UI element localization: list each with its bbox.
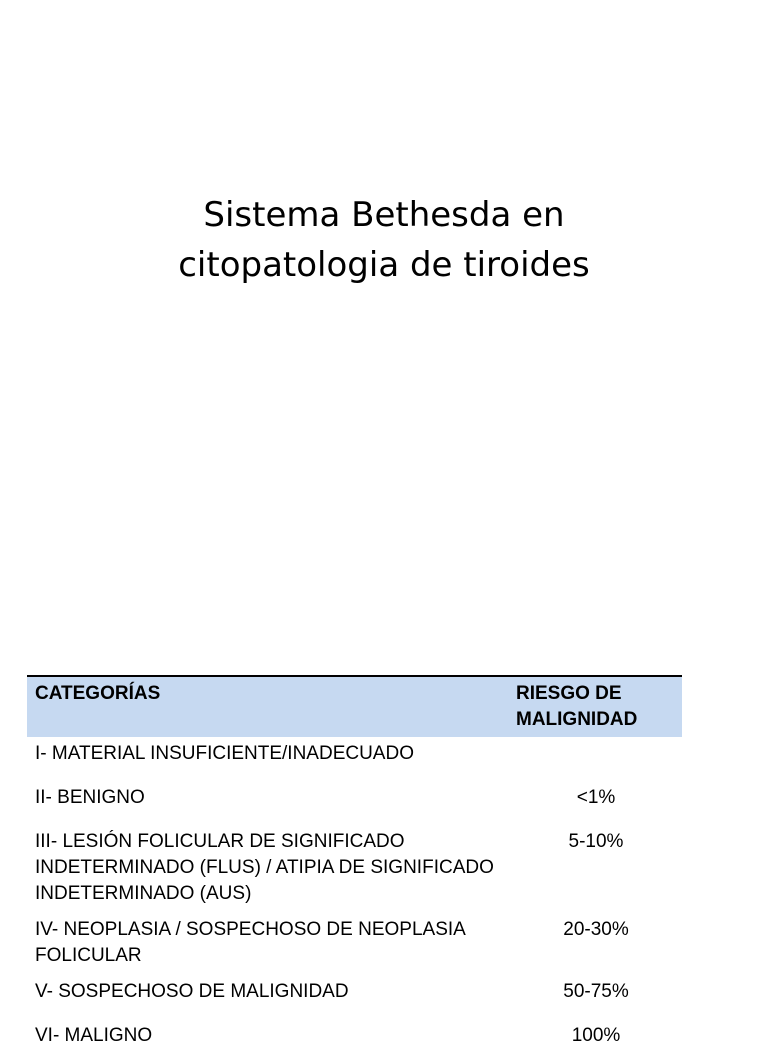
risk-cell: 5-10% [568, 831, 624, 852]
category-cell: III- LESIÓN FOLICULAR DE SIGNIFICADO INDETERMINADO (FLUS) / ATIPIA DE SIGNIFICADO INDETERMINADO (AUS) [35, 831, 494, 904]
header-risk: RIESGO DE MALIGNIDAD [508, 676, 682, 737]
risk-cell: 20-30% [563, 919, 629, 940]
table-row [27, 737, 682, 779]
category-cell: IV- NEOPLASIA / SOSPECHOSO DE NEOPLASIA FOLICULAR [35, 919, 465, 966]
table-row [27, 911, 682, 973]
risk-cell: <1% [576, 787, 616, 808]
category-cell: II- BENIGNO [35, 787, 145, 808]
slide-title-line-2: citopatologia de tiroides [178, 245, 590, 285]
table-header [27, 676, 682, 737]
slide-title [0, 190, 768, 290]
bethesda-table [27, 675, 682, 1061]
category-cell: V- SOSPECHOSO DE MALIGNIDAD [35, 981, 349, 1002]
header-categories: CATEGORÍAS [27, 676, 508, 737]
table-row [27, 973, 682, 1017]
category-cell: I- MATERIAL INSUFICIENTE/INADECUADO [35, 743, 414, 764]
table-header-row [27, 676, 682, 737]
bethesda-table-container [27, 675, 682, 1061]
slide-title-line-1: Sistema Bethesda en [203, 195, 565, 235]
table-row [27, 779, 682, 823]
category-cell: VI- MALIGNO [35, 1025, 153, 1046]
risk-cell: 100% [571, 1025, 621, 1046]
table-row [27, 823, 682, 911]
risk-cell [508, 737, 682, 779]
risk-cell: 50-75% [563, 981, 629, 1002]
table-body [27, 737, 682, 1061]
